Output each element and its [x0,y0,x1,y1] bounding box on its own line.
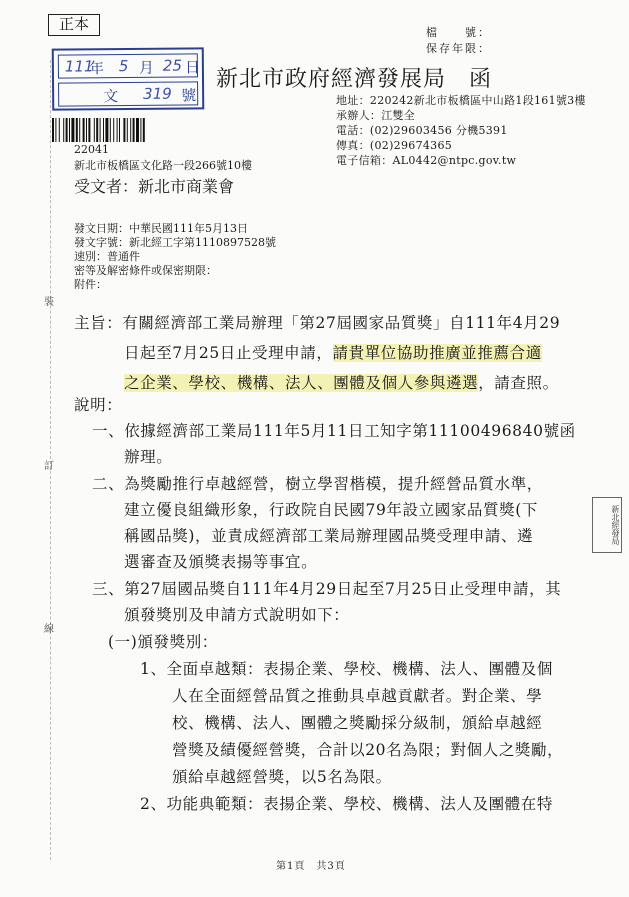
receive-stamp-number-row [58,81,198,106]
binding-mark-ding: 訂 [44,461,54,472]
subsection-heading: (一)頒發獎別： [108,633,218,651]
item-line: 1、全面卓越類：表揚企業、學校、機構、法人、團體及個 [140,660,553,678]
paragraph-line: 稱國品獎)，並責成經濟部工業局辦理國品獎受理申請、遴 [124,527,534,545]
contact-address: 地址：220242新北市板橋區中山路1段161號3樓 [336,94,586,107]
paragraph-line: 選審查及頒獎表揚等事宜。 [124,553,318,571]
postal-code: 22041 [74,143,109,156]
stamp-year-label: 年 [88,59,104,78]
subject-highlight: 請貴單位協助推廣並推薦合適 [332,344,542,362]
stamp-month-value: 5 [118,56,129,76]
receive-stamp-date-row [58,53,198,78]
subject-highlight: 之企業、學校、機構、法人、團體及個人參與遴選 [124,374,479,392]
paragraph-line: 頒發獎別及申請方式說明如下： [124,606,350,624]
stamp-wen-label: 文 [103,87,119,106]
official-seal: 新北經發局 [592,497,622,553]
contact-officer: 承辦人：江雙全 [336,109,416,122]
barcode [52,118,198,142]
delivery-speed: 速別：普通件 [74,250,140,263]
stamp-day-label: 日 [184,58,200,77]
stamp-year-value: 111 [64,57,94,76]
recipient-address: 新北市板橋區文化路一段266號10樓 [74,159,252,172]
explanation-label: 說明： [74,396,123,414]
stamp-number-value: 319 [143,84,172,103]
retention-period-label: 保存年限： [426,42,491,55]
item-line: 頒給卓越經營獎，以5名為限。 [172,768,392,786]
issue-date: 發文日期：中華民國111年5月13日 [74,222,248,235]
original-copy-mark: 正本 [48,14,100,36]
paragraph-line: 二、為獎勵推行卓越經營，樹立學習楷模，提升經營品質水準， [92,475,543,493]
subject-line [124,339,542,367]
secrecy-level: 密等及解密條件或保密期限： [74,264,217,277]
file-number-label: 檔 號： [426,26,491,39]
binding-mark-xian: 線 [44,624,54,635]
binding-mark-zhuang: 裝 [44,297,54,308]
paragraph-line: 建立優良組織形象，行政院自民國79年設立國家品質獎(下 [124,501,538,519]
paragraph-line: 三、第27屆國品獎自111年4月29日起至7月25日止受理申請，其 [92,580,562,598]
paragraph-line: 一、依據經濟部工業局111年5月11日工知字第11100496840號函 [92,422,576,440]
subject-text: ，請查照。 [478,374,559,392]
subject-line [124,369,559,397]
subject-text: 日起至7月25日止受理申請， [124,344,333,362]
paragraph-line: 辦理。 [124,448,173,466]
contact-phone: 電話：(02)29603456 分機5391 [336,124,508,137]
receive-stamp [52,47,205,110]
stamp-month-label: 月 [138,58,154,77]
subject-line: 主旨：有關經濟部工業局辦理「第27屆國家品質獎」自111年4月29 [74,314,561,332]
document-title: 新北市政府經濟發展局 函 [216,67,493,92]
item-line: 2、功能典範類：表揚企業、學校、機構、法人及團體在特 [140,795,553,813]
page-number: 第1頁 共3頁 [276,861,346,872]
attachments: 附件： [74,278,107,291]
contact-email: 電子信箱：AL0442@ntpc.gov.tw [336,154,517,167]
item-line: 人在全面經營品質之推動具卓越貢獻者。對企業、學 [172,687,543,705]
stamp-day-value: 25 [162,56,183,75]
document-number: 發文字號：新北經工字第1110897528號 [74,236,276,249]
recipient: 受文者：新北市商業會 [74,177,235,196]
item-line: 校、機構、法人、團體之獎勵採分級制，頒給卓越經 [172,714,543,732]
item-line: 營獎及績優經營獎，合計以20名為限；對個人之獎勵， [172,741,564,759]
stamp-hao-label: 號 [181,86,197,105]
contact-fax: 傳真：(02)29674365 [336,139,453,152]
